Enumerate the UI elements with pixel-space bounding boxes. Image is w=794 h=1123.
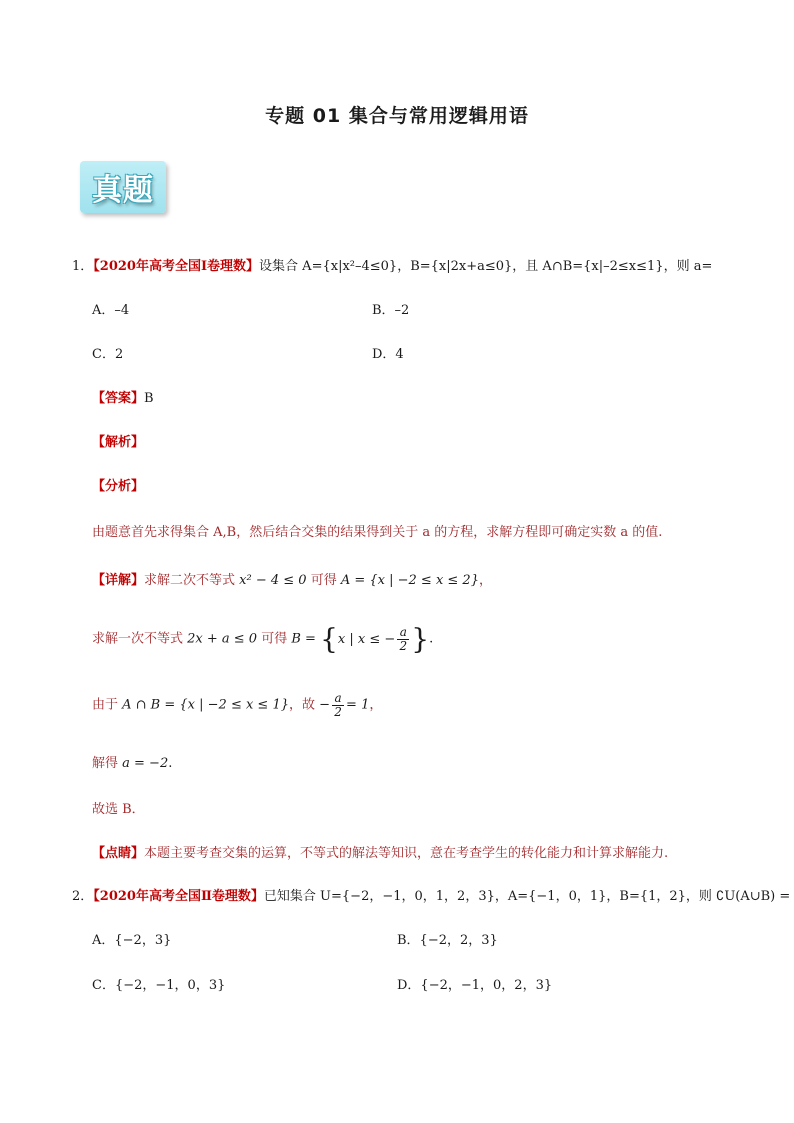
math-expr: A ∩ B = {x | −2 ≤ x ≤ 1}: [122, 697, 289, 713]
math-expr: A = {x | −2 ≤ x ≤ 2}: [340, 573, 479, 588]
detail-text: .: [168, 756, 173, 771]
math-expr: x² − 4 ≤ 0: [239, 573, 307, 588]
detail-text: ，: [478, 573, 492, 588]
detail-line-2: [92, 622, 434, 655]
answer-line: [92, 387, 154, 406]
question-source: 【2020年高考全国Ⅰ卷理数】: [93, 259, 260, 274]
option-b: B．–2: [372, 303, 410, 318]
math-expr: x | x ≤ −: [337, 631, 396, 647]
detail-text: .: [429, 631, 434, 647]
option-a: A．{−2，3}: [92, 933, 172, 948]
option-c: C．2: [92, 347, 124, 362]
fraction: [332, 692, 344, 718]
fraction-den: 2: [399, 638, 408, 653]
detail-text: 求解一次不等式: [92, 631, 188, 647]
answer-value: B: [144, 391, 154, 406]
zhenti-badge: [80, 161, 166, 213]
detail-text: 求解二次不等式: [144, 573, 240, 588]
option-d: D．4: [372, 347, 404, 362]
analysis-tag: 【解析】: [92, 435, 145, 450]
fraction-den: 2: [334, 704, 342, 719]
fraction-num: a: [399, 624, 407, 639]
detail-text: 由于: [92, 697, 123, 713]
option-c: C．{−2，−1，0，3}: [92, 978, 226, 993]
question-source: 【2020年高考全国Ⅱ卷理数】: [93, 889, 264, 904]
question-2-stem: [72, 885, 790, 904]
detail-text: ，: [369, 697, 383, 713]
question-1-stem: [72, 255, 712, 274]
option-b: B．{−2，2，3}: [397, 933, 498, 948]
page-title: 专题 01 集合与常用逻辑用语: [265, 105, 529, 127]
math-expr: a = −2: [122, 756, 169, 771]
detail-line-3: [92, 692, 382, 718]
detail-line-5: 故选 B．: [92, 802, 145, 817]
math-expr: 2x + a ≤ 0: [187, 631, 258, 647]
question-number: 2．: [72, 889, 94, 904]
fraction-num: a: [334, 691, 342, 705]
dianjing-text: 本题主要考查交集的运算，不等式的解法等知识，意在考查学生的转化能力和计算求解能力.: [144, 846, 669, 861]
math-expr: B =: [291, 631, 316, 647]
fenxi-tag: 【分析】: [92, 479, 145, 494]
detail-text: 可得: [306, 573, 341, 588]
detail-text: 可得: [257, 631, 292, 647]
detail-tag: 【详解】: [92, 573, 145, 588]
detail-line-1: [92, 569, 492, 588]
set-expr: {x | x ≤ − $\frac{a}{2}$ }: [320, 622, 430, 655]
question-text: 已知集合 U={−2，−1，0，1，2，3}，A={−1，0，1}，B={1，2}，则 ∁U(A∪B) =: [263, 889, 791, 904]
math-expr: = 1: [346, 697, 370, 713]
question-number: 1．: [72, 259, 94, 274]
detail-text: ，故: [289, 697, 320, 713]
dianjing-tag: 【点睛】: [92, 846, 145, 861]
question-text: 设集合 A={x|x²–4≤0}，B={x|2x+a≤0}，且 A∩B={x|–2≤x≤1}，则 a=: [259, 259, 713, 274]
fenxi-text: 由题意首先求得集合 A,B，然后结合交集的结果得到关于 a 的方程，求解方程即可确定实数 a 的值.: [92, 525, 663, 540]
badge-label: 真题: [92, 173, 154, 208]
math-expr: −: [319, 697, 331, 713]
fraction: [397, 626, 409, 652]
option-d: D．{−2，−1，0，2，3}: [397, 978, 553, 993]
detail-line-4: [92, 752, 172, 771]
option-a: A．–4: [92, 303, 130, 318]
dianjing-line: [92, 842, 668, 861]
answer-tag: 【答案】: [92, 391, 145, 406]
detail-text: 解得: [92, 756, 123, 771]
